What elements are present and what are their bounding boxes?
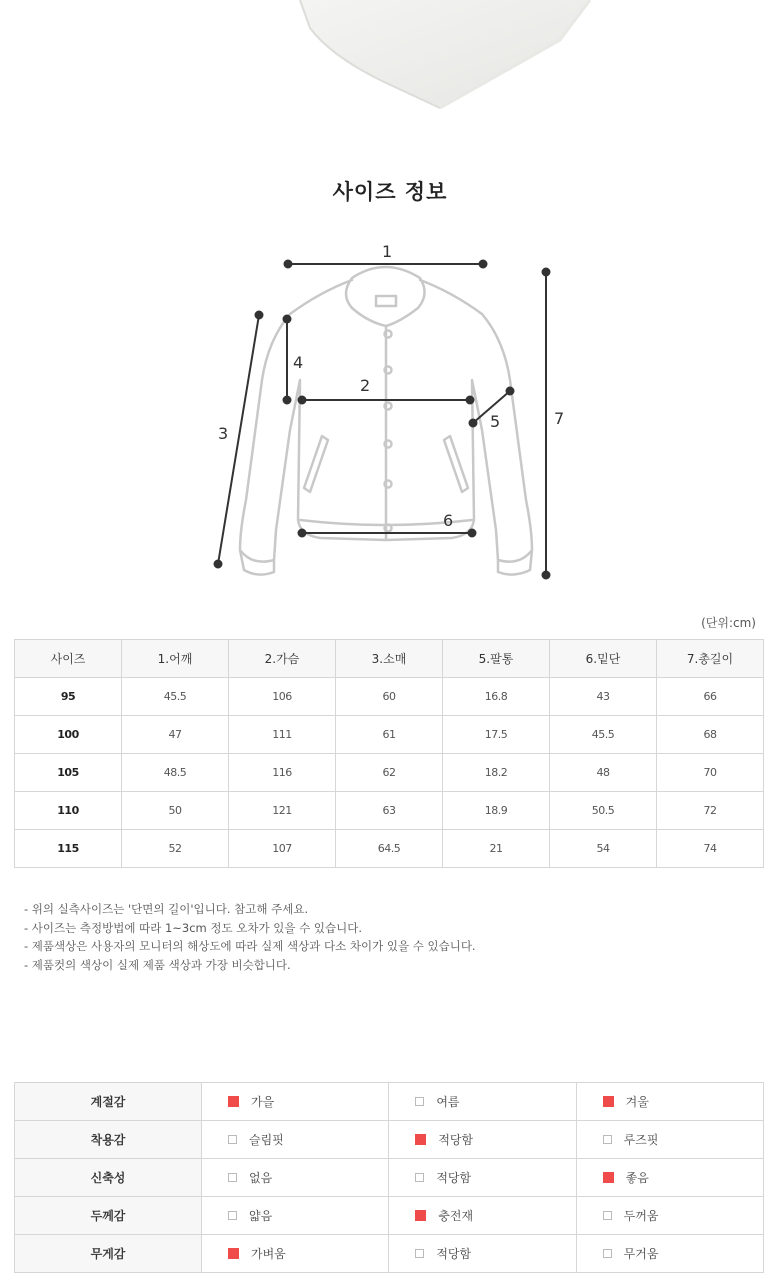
feel-option-label: 가을 (251, 1095, 275, 1109)
feel-option-cell (576, 1235, 763, 1273)
table-cell: 18.2 (443, 754, 550, 792)
header-length: 7.총길이 (657, 640, 764, 678)
feel-option-label: 없음 (249, 1171, 273, 1185)
feel-option (202, 1245, 388, 1262)
table-row (15, 830, 764, 868)
feel-option-cell (389, 1159, 576, 1197)
feel-row-label: 신축성 (15, 1159, 202, 1197)
feel-option (202, 1207, 388, 1224)
fit-feel-table (14, 1082, 764, 1273)
feel-option (389, 1169, 575, 1186)
note-line: - 위의 실측사이즈는 '단면의 길이'입니다. 참고해 주세요. (24, 902, 309, 916)
table-cell: 50.5 (550, 792, 657, 830)
diagram-label-5: 5 (490, 412, 501, 431)
size-cell: 115 (15, 830, 122, 868)
table-cell: 52 (122, 830, 229, 868)
feel-row (15, 1197, 764, 1235)
feel-option-cell (202, 1235, 389, 1273)
feel-option-cell (202, 1121, 389, 1159)
header-hem: 6.밑단 (550, 640, 657, 678)
feel-option-label: 적당함 (436, 1171, 472, 1185)
feel-row-label: 무게감 (15, 1235, 202, 1273)
table-cell: 47 (122, 716, 229, 754)
checked-box-icon (603, 1172, 614, 1183)
table-cell: 70 (657, 754, 764, 792)
unit-label: (단위:cm) (701, 616, 756, 630)
unchecked-box-icon (415, 1097, 424, 1106)
note-line: - 사이즈는 측정방법에 따라 1~3cm 정도 오차가 있을 수 있습니다. (24, 920, 363, 935)
table-cell: 45.5 (122, 678, 229, 716)
table-cell: 121 (229, 792, 336, 830)
table-cell: 68 (657, 716, 764, 754)
feel-option (389, 1131, 575, 1148)
feel-option (202, 1093, 388, 1110)
feel-option-cell (202, 1083, 389, 1121)
feel-option-cell (389, 1121, 576, 1159)
header-sleeve: 3.소매 (336, 640, 443, 678)
table-cell: 63 (336, 792, 443, 830)
feel-option-cell (202, 1159, 389, 1197)
feel-option (577, 1093, 763, 1110)
feel-option (577, 1169, 763, 1186)
size-table-header-row (15, 640, 764, 678)
unchecked-box-icon (415, 1173, 424, 1182)
diagram-label-4: 4 (293, 353, 304, 372)
section-title: 사이즈 정보 (332, 180, 448, 204)
size-notes (24, 900, 476, 974)
header-arm: 5.팔통 (443, 640, 550, 678)
feel-option-cell (389, 1235, 576, 1273)
checked-box-icon (415, 1210, 426, 1221)
table-cell: 60 (336, 678, 443, 716)
feel-row-label: 두께감 (15, 1197, 202, 1235)
note-line: - 제품색상은 사용자의 모니터의 해상도에 따라 실제 색상과 다소 차이가 있을 수 있습니다. (24, 939, 476, 953)
table-cell: 45.5 (550, 716, 657, 754)
jacket-size-diagram (0, 230, 780, 590)
feel-option-label: 적당함 (438, 1133, 474, 1147)
unchecked-box-icon (228, 1173, 237, 1182)
unchecked-box-icon (228, 1211, 237, 1220)
table-cell: 17.5 (443, 716, 550, 754)
table-cell: 72 (657, 792, 764, 830)
table-cell: 21 (443, 830, 550, 868)
unchecked-box-icon (415, 1249, 424, 1258)
size-cell: 95 (15, 678, 122, 716)
diagram-label-3: 3 (218, 424, 229, 443)
size-cell: 105 (15, 754, 122, 792)
header-size: 사이즈 (15, 640, 122, 678)
table-cell: 16.8 (443, 678, 550, 716)
table-cell: 18.9 (443, 792, 550, 830)
table-cell: 50 (122, 792, 229, 830)
diagram-label-1: 1 (382, 242, 393, 261)
diagram-label-6: 6 (443, 511, 454, 530)
note-line: - 제품컷의 색상이 실제 제품 색상과 가장 비슷합니다. (24, 957, 291, 972)
table-cell: 111 (229, 716, 336, 754)
table-cell: 107 (229, 830, 336, 868)
feel-option-cell (576, 1159, 763, 1197)
feel-option (389, 1207, 575, 1224)
feel-option-cell (389, 1197, 576, 1235)
unchecked-box-icon (603, 1249, 612, 1258)
feel-option (577, 1131, 763, 1148)
size-cell: 100 (15, 716, 122, 754)
table-cell: 61 (336, 716, 443, 754)
table-row (15, 716, 764, 754)
feel-option-cell (389, 1083, 576, 1121)
table-row (15, 678, 764, 716)
feel-option-cell (576, 1121, 763, 1159)
table-row (15, 754, 764, 792)
header-shoulder: 1.어깨 (122, 640, 229, 678)
checked-box-icon (415, 1134, 426, 1145)
feel-option (202, 1131, 388, 1148)
size-cell: 110 (15, 792, 122, 830)
feel-option-label: 적당함 (436, 1247, 472, 1261)
feel-option (577, 1207, 763, 1224)
checked-box-icon (603, 1096, 614, 1107)
size-table (14, 639, 764, 868)
checked-box-icon (228, 1248, 239, 1259)
feel-option (202, 1169, 388, 1186)
unchecked-box-icon (228, 1135, 237, 1144)
feel-row-label: 착용감 (15, 1121, 202, 1159)
checked-box-icon (228, 1096, 239, 1107)
diagram-label-2: 2 (360, 376, 371, 395)
feel-option-cell (576, 1197, 763, 1235)
feel-option (389, 1245, 575, 1262)
header-chest: 2.가슴 (229, 640, 336, 678)
table-cell: 106 (229, 678, 336, 716)
table-cell: 48 (550, 754, 657, 792)
feel-option-label: 여름 (436, 1095, 460, 1109)
feel-option-label: 충전재 (438, 1209, 474, 1223)
feel-option-label: 루즈핏 (623, 1133, 659, 1147)
feel-row (15, 1121, 764, 1159)
feel-option-label: 얇음 (249, 1209, 273, 1223)
table-cell: 66 (657, 678, 764, 716)
product-image-fragment (0, 0, 780, 120)
table-cell: 48.5 (122, 754, 229, 792)
table-cell: 74 (657, 830, 764, 868)
table-cell: 116 (229, 754, 336, 792)
feel-option-label: 두꺼움 (623, 1209, 659, 1223)
feel-option-label: 겨울 (625, 1095, 649, 1109)
feel-option (577, 1245, 763, 1262)
table-row (15, 792, 764, 830)
diagram-label-7: 7 (554, 409, 565, 428)
feel-option-cell (576, 1083, 763, 1121)
table-cell: 64.5 (336, 830, 443, 868)
feel-row (15, 1159, 764, 1197)
feel-option-label: 슬림핏 (249, 1133, 284, 1147)
unchecked-box-icon (603, 1211, 612, 1220)
feel-option-label: 가벼움 (251, 1247, 286, 1261)
feel-option-cell (202, 1197, 389, 1235)
feel-option (389, 1093, 575, 1110)
table-cell: 62 (336, 754, 443, 792)
unchecked-box-icon (603, 1135, 612, 1144)
table-cell: 43 (550, 678, 657, 716)
table-cell: 54 (550, 830, 657, 868)
feel-row (15, 1235, 764, 1273)
feel-row (15, 1083, 764, 1121)
feel-option-label: 좋음 (625, 1171, 649, 1185)
feel-row-label: 계절감 (15, 1083, 202, 1121)
feel-option-label: 무거움 (623, 1247, 659, 1261)
